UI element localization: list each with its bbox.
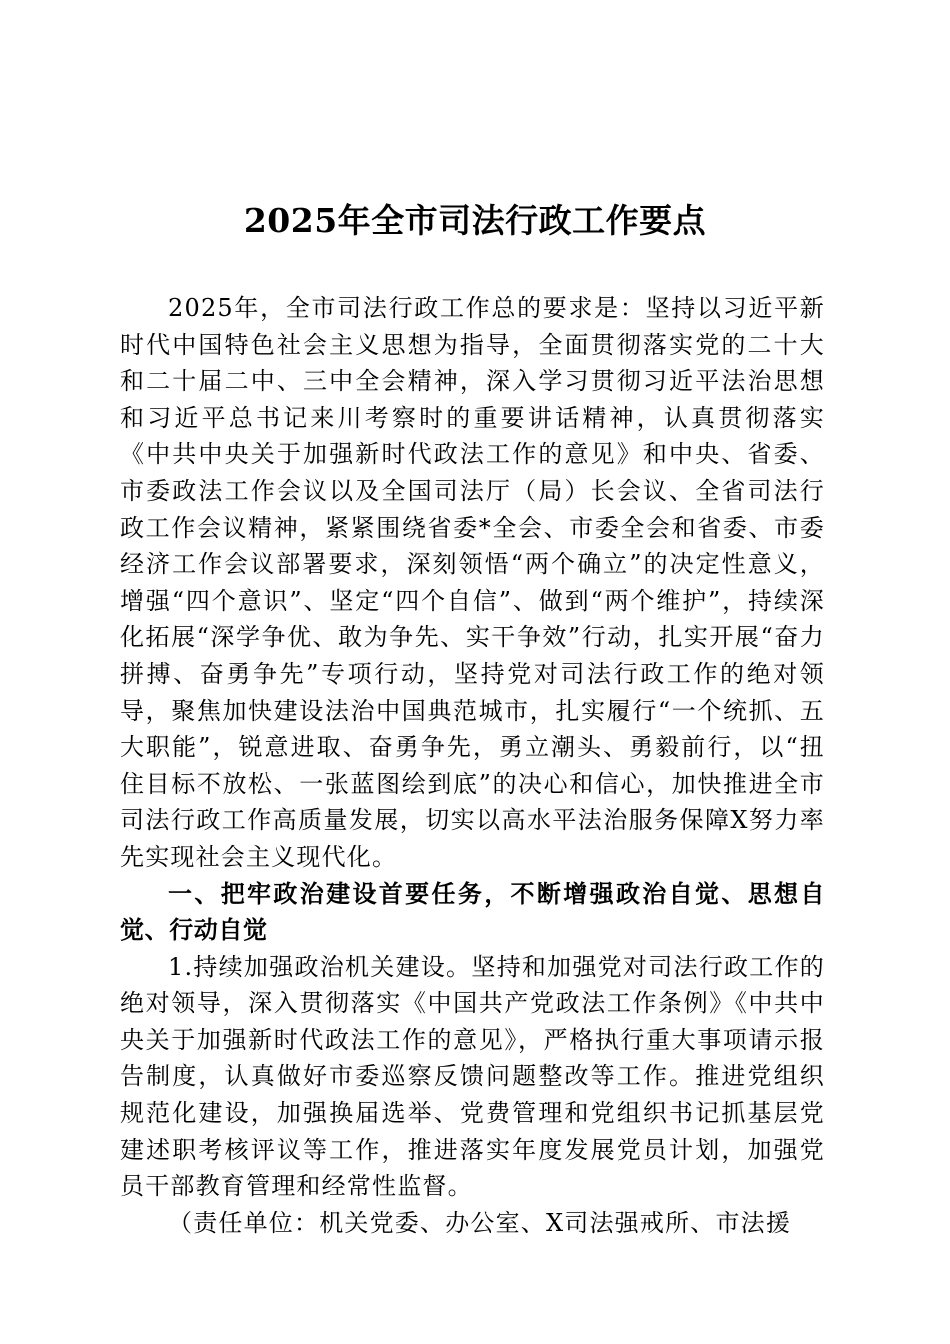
- item-paragraph-1: 1.持续加强政治机关建设。坚持和加强党对司法行政工作的绝对领导，深入贯彻落实《中国共产党政法工作条例》《中共中央关于加强新时代政法工作的意见》，严格执行重大事项请示报告制度，认真做好市委巡察反馈问题整改等工作。推进党组织规范化建设，加强换届选举、党费管理和党组织书记抓基层党建述职考核评议等工作，推进落实年度发展党员计划，加强党员干部教育管理和经常性监督。: [120, 952, 825, 1201]
- intro-paragraph: 2025年，全市司法行政工作总的要求是：坚持以习近平新时代中国特色社会主义思想为指导，全面贯彻落实党的二十大和二十届二中、三中全会精神，深入学习贯彻习近平法治思想和习近平总书记来川考察时的重要讲话精神，认真贯彻落实《中共中央关于加强新时代政法工作的意见》和中央、省委、市委政法工作会议以及全国司法厅（局）长会议、全省司法行政工作会议精神，紧紧围绕省委*全会、市委全会和省委、市委经济工作会议部署要求，深刻领悟“两个确立”的决定性意义，增强“四个意识”、坚定“四个自信”、做到“两个维护”，持续深化拓展“深学争优、敢为争先、实干争效”行动，扎实开展“奋力拼搏、奋勇争先”专项行动，坚持党对司法行政工作的绝对领导，聚焦加快建设法治中国典范城市，扎实履行“一个统抓、五大职能”，锐意进取、奋勇争先，勇立潮头、勇毅前行，以“扭住目标不放松、一张蓝图绘到底”的决心和信心，加快推进全市司法行政工作高质量发展，切实以高水平法治服务保障X努力率先实现社会主义现代化。: [120, 294, 825, 871]
- section-heading-1: 一、把牢政治建设首要任务，不断增强政治自觉、思想自觉、行动自觉: [120, 879, 825, 945]
- responsibility-note-1: （责任单位：机关党委、办公室、X司法强戒所、市法援: [168, 1208, 792, 1237]
- document-body: [120, 290, 825, 1241]
- document-title: 2025年全市司法行政工作要点: [243, 201, 707, 240]
